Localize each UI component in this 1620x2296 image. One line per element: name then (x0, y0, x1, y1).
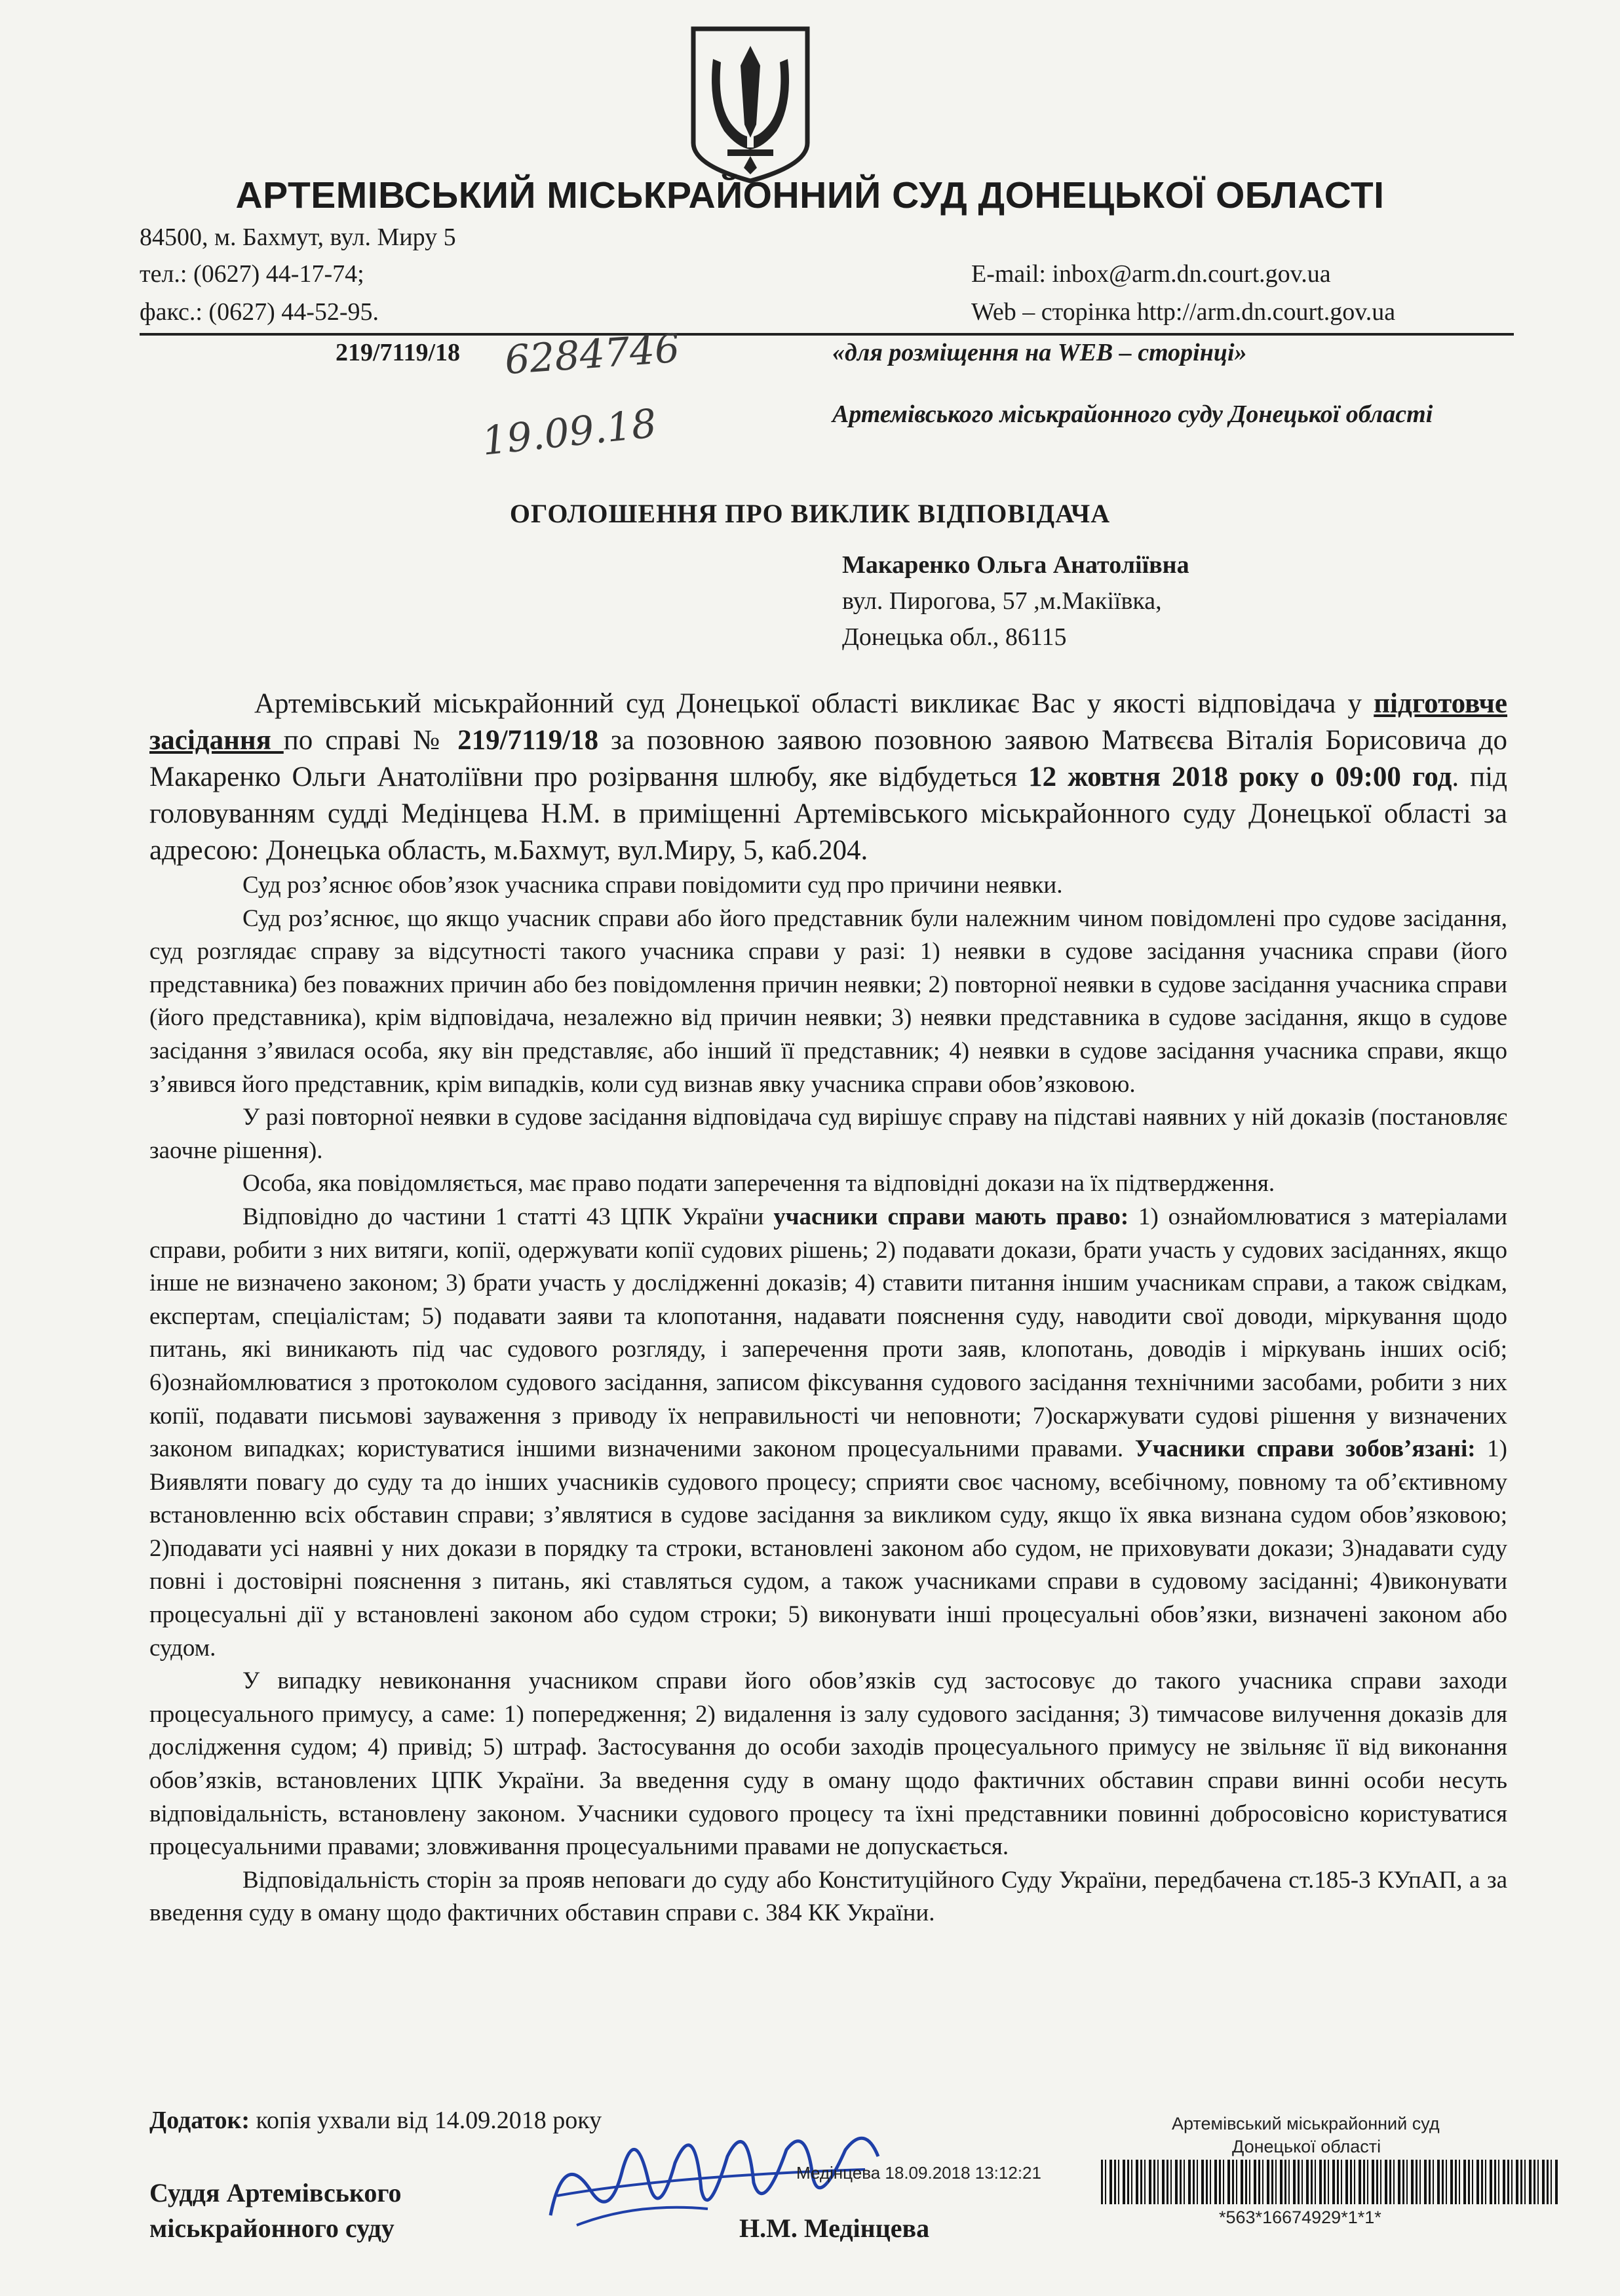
document-barcode (1101, 2160, 1560, 2204)
court-address: 84500, м. Бахмут, вул. Миру 5 (140, 224, 456, 251)
court-name-genitive: Артемівського міськрайонного суду Донецької області (832, 400, 1433, 428)
recipient-address-line-2: Донецька обл., 86115 (842, 623, 1067, 651)
recipient-address-line-1: вул. Пирогова, 57 ,м.Макіївка, (842, 587, 1162, 615)
paragraph-coercion-measures: У випадку невиконання учасником справи його обов’язків суд застосовує до такого учасника справи заходи процесуального примусу, а саме: 1) попередження; 2) видалення із залу судового засідання; 3) тимчасове вилучення доказів для дослідження судом; 4) привід; 5) штраф. Застосування до особи заходів процесуального примусу не звільняє її від виконання обов’язків, встановлених ЦПК України. За введення суду в оману щодо фактичних обставин справи винні особи несуть відповідальність, встановлену законом. Учасники судового процесу та їхні представники повинні добросовісно користуватися процесуальними правами; зловживання процесуальними правами не допускається. (149, 1667, 1507, 1861)
paragraph-absence-rules: Суд роз’яснює, що якщо учасник справи або його представник були належним чином повідомлені про судове засідання, суд розглядає справу за відсутності такого учасника справи у разі: 1) неявки в судове засідання учасника справи (його представника) без поважних причин або без повідомлення причин неявки; 2) повторної неявки в судове засідання учасника справи (його представника), крім відповідача, незалежно від причин неявки; 3) неявки представника в судове засідання, якщо в судове засідання з’явилася особа, яку він представляє, або інший її представник; 4) неявки в судове засідання учасника справи, якщо з’явився його представник, крім випадків, коли суд визнав явку учасника справи обов’язковою. (149, 905, 1507, 1098)
case-number: 219/7119/18 (336, 339, 461, 366)
paragraph-liability: Відповідальність сторін за прояв неповаги до суду або Конституційного Суду України, передбачена ст.185-3 КУпАП, а за введення суду в оману щодо фактичних обставин справи с. 384 КК України. (149, 1866, 1507, 1927)
handwritten-date: 19.09.18 (480, 400, 659, 465)
court-website: Web – сторінка http://arm.dn.court.gov.ua (971, 298, 1396, 326)
notice-title: ОГОЛОШЕННЯ ПРО ВИКЛИК ВІДПОВІДАЧА (509, 499, 1111, 528)
paragraph-objection-right: Особа, яка повідомляється, має право подати заперечення та відповідні докази на їх підтвердження. (242, 1170, 1275, 1197)
signer-role-line-1: Суддя Артемівського (149, 2178, 402, 2208)
hearing-type: підготовче засідання (149, 688, 1507, 756)
stamp-court-line-2: Донецької області (1232, 2137, 1381, 2156)
signer-name: Н.М. Медінцева (739, 2213, 930, 2243)
paragraph-duty-notice: Суд роз’яснює обов’язок учасника справи повідомити суд про причини неявки. (242, 872, 1063, 899)
paragraph-repeat-absence: У разі повторної неявки в судове засідання відповідача суд вирішує справу на підставі наявних у ній доказів (постановляє заочне рішення). (149, 1104, 1507, 1164)
trident-emblem-icon (688, 26, 813, 184)
attachment-label: Додаток: (149, 2107, 250, 2134)
stamp-court-line-1: Артемівський міськрайонний суд (1172, 2114, 1440, 2133)
hearing-datetime: 12 жовтня 2018 року о 09:00 год (1028, 762, 1452, 792)
recipient-name: Макаренко Ольга Анатоліївна (842, 551, 1189, 579)
case-number-inline: 219/7119/18 (457, 725, 599, 756)
court-email: E-mail: inbox@arm.dn.court.gov.ua (971, 260, 1331, 288)
digital-signature-stamp: Медінцева 18.09.2018 13:12:21 (796, 2163, 1041, 2183)
rights-heading: учасники справи мають право: (773, 1203, 1129, 1230)
summons-paragraph: Артемівський міськрайонний суд Донецької області викликає Вас у якості відповідача у підготовче засідання по справі № 219/7119/18 за позовною заявою позовною заявою Матвєєва Віталія Борисовича до Макаренко Ольги Анатоліївни про розірвання шлюбу, яке відбудеться 12 жовтня 2018 року о 09:00 год. під головуванням судді Медінцева Н.М. в приміщенні Артемівського міськрайонного суду Донецької області за адресою: Донецька область, м.Бахмут, вул.Миру, 5, каб.204. (149, 688, 1507, 866)
paragraph-rights-duties: Відповідно до частини 1 статті 43 ЦПК України учасники справи мають право: 1) ознайомлюватися з матеріалами справи, робити з них витяги, копії, одержувати копії судових рішень; 2) подавати докази, брати участь у судових засіданнях, якщо інше не визначено законом; 3) брати участь у дослідженні доказів; 4) ставити питання іншим учасникам справи, а також свідкам, експертам, спеціалістам; 5) подавати заяви та клопотання, надавати пояснення суду, наводити свої доводи, міркування щодо питань, які виникають під час судового розгляду, і заперечення проти заяв, клопотань, доводів і міркувань інших осіб; 6)ознайомлюватися з протоколом судового засідання, записом фіксування судового засідання технічними засобами, робити з них копії, подавати письмові зауваження з приводу їх неправильності чи неповноти; 7)оскаржувати судові рішення у визначених законом випадках; користуватися іншими визначеними законом процесуальними правами. Учасники справи зобов’язані: 1) Виявляти повагу до суду та до інших учасників судового процесу; сприяти своє часному, всебічному, повному та об’єктивному встановленню всіх обставин справи; з’являтися в судове засідання за викликом суду, якщо їх явка визнана судом обов’язковою; 2)подавати усі наявні у них докази в порядку та строки, встановлені законом або судом, не приховувати докази; 3)надавати суду повні і достовірні пояснення з питань, які ставляться судом, а також учасниками справи в судовому засіданні; 4)виконувати процесуальні дії у встановлені законом або судом строки; 5) виконувати інші процесуальні обов’язки, визначені законом або судом. (149, 1203, 1508, 1662)
handwritten-registration-number: 6284746 (503, 325, 682, 384)
duties-heading: Учасники справи зобов’язані: (1134, 1435, 1476, 1463)
court-phone: тел.: (0627) 44-17-74; (140, 260, 364, 288)
signer-role-line-2: міськрайонного суду (149, 2213, 395, 2243)
attachment-line: Додаток: копія ухвали від 14.09.2018 року (149, 2107, 602, 2134)
barcode-code: *563*16674929*1*1* (1219, 2208, 1381, 2227)
web-placement-note: «для розміщення на WEB – сторінці» (832, 339, 1247, 366)
header-divider (140, 333, 1514, 336)
court-title: АРТЕМІВСЬКИЙ МІСЬКРАЙОННИЙ СУД ДОНЕЦЬКОЇ ОБЛАСТІ (235, 174, 1385, 216)
notice-body (149, 686, 1507, 1930)
court-fax: факс.: (0627) 44-52-95. (140, 298, 379, 326)
